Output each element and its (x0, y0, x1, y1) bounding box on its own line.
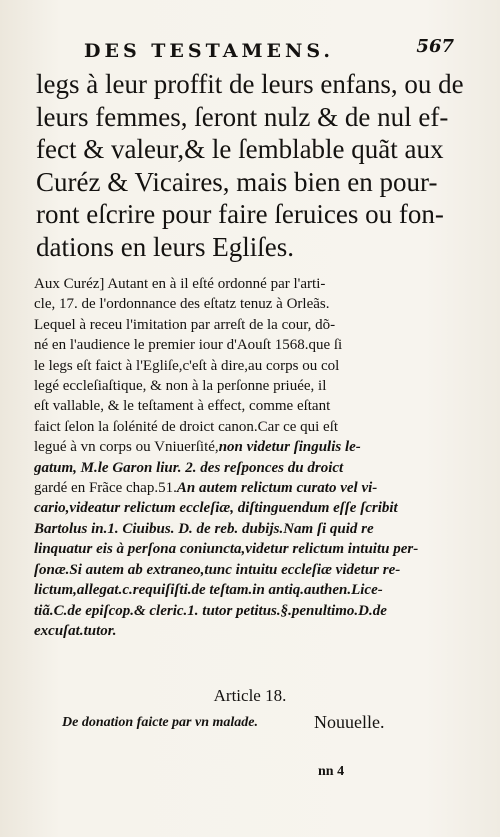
commentary-line: né en l'audience le premier iour d'Aouſt 1568.que ſi (34, 337, 343, 354)
commentary-line: le legs eſt faict à l'Egliſe,c'eſt à dire,au corps ou col (34, 357, 340, 374)
main-text-line: leurs femmes, ſeront nulz & de nul ef- (36, 101, 449, 132)
commentary-line: Aux Curéz] Autant en à il eſté ordonné par l'arti- (34, 276, 326, 292)
page-number: 567 (416, 36, 454, 57)
marginal-label: Nouuelle. (314, 712, 385, 732)
commentary-line: gatum, M.le Garon liur. 2. des reſponces du droict (34, 459, 344, 476)
commentary-line: faict ſelon la ſolénité de droict canon.Car ce qui eſt (34, 418, 339, 435)
commentary-line: gardé en Frãce chap.51.An autem relictum curato vel vi- (34, 480, 378, 497)
commentary-line: eſt vallable, & le teſtament à effect, comme eſtant (34, 398, 331, 415)
commentary-block (34, 274, 464, 641)
main-text-line: Curéz & Vicaires, mais bien en pour- (36, 166, 438, 197)
main-text-line: ront eſcrire pour faire ſeruices ou fon- (36, 199, 444, 230)
commentary-line: cario,videatur relictum eccleſiæ, diſtinguendum eſſe ſcribit (34, 500, 398, 517)
running-title: DES TESTAMENS. (84, 40, 335, 62)
main-text-line: dations en leurs Egliſes. (36, 231, 294, 262)
commentary-line: linquatur eis à perſona coniuncta,videtur relictum intuitu per- (34, 541, 419, 558)
commentary-line: Bartolus in.1. Ciuibus. D. de reb. dubijs.Nam ſi quid re (34, 520, 374, 537)
commentary-line: excuſat.tutor. (34, 622, 117, 639)
commentary-line: lictum,allegat.c.requiſiſti.de teſtam.in antiq.authen.Lice- (34, 582, 383, 599)
signature-mark: nn 4 (318, 764, 345, 779)
article-heading: Article 18. (213, 686, 287, 705)
main-text-line: legs à leur proffit de leurs enfans, ou de (36, 69, 464, 99)
main-text-block (36, 68, 462, 264)
commentary-line: legé eccleſiaſtique, & non à la perſonne priuée, il (34, 378, 327, 395)
commentary-line: tiã.C.de epiſcop.& cleric.1. tutor petitus.§.penultimo.D.de (34, 602, 387, 619)
running-header (84, 36, 454, 62)
commentary-line: cle, 17. de l'ordonnance des eſtatz tenuz à Orleãs. (34, 296, 330, 313)
commentary-line: ſonæ.Si autem ab extraneo,tunc intuitu eccleſiæ videtur re- (34, 561, 401, 578)
commentary-line: Lequel à receu l'imitation par arreſt de la cour, dõ- (34, 316, 336, 333)
commentary-line: legué à vn corps ou Vniuerſité,non videtur ſingulis le- (34, 439, 361, 456)
marginal-note: De donation faicte par vn malade. (62, 715, 258, 730)
main-text-line: fect & valeur,& le ſemblable quãt aux (36, 134, 444, 165)
